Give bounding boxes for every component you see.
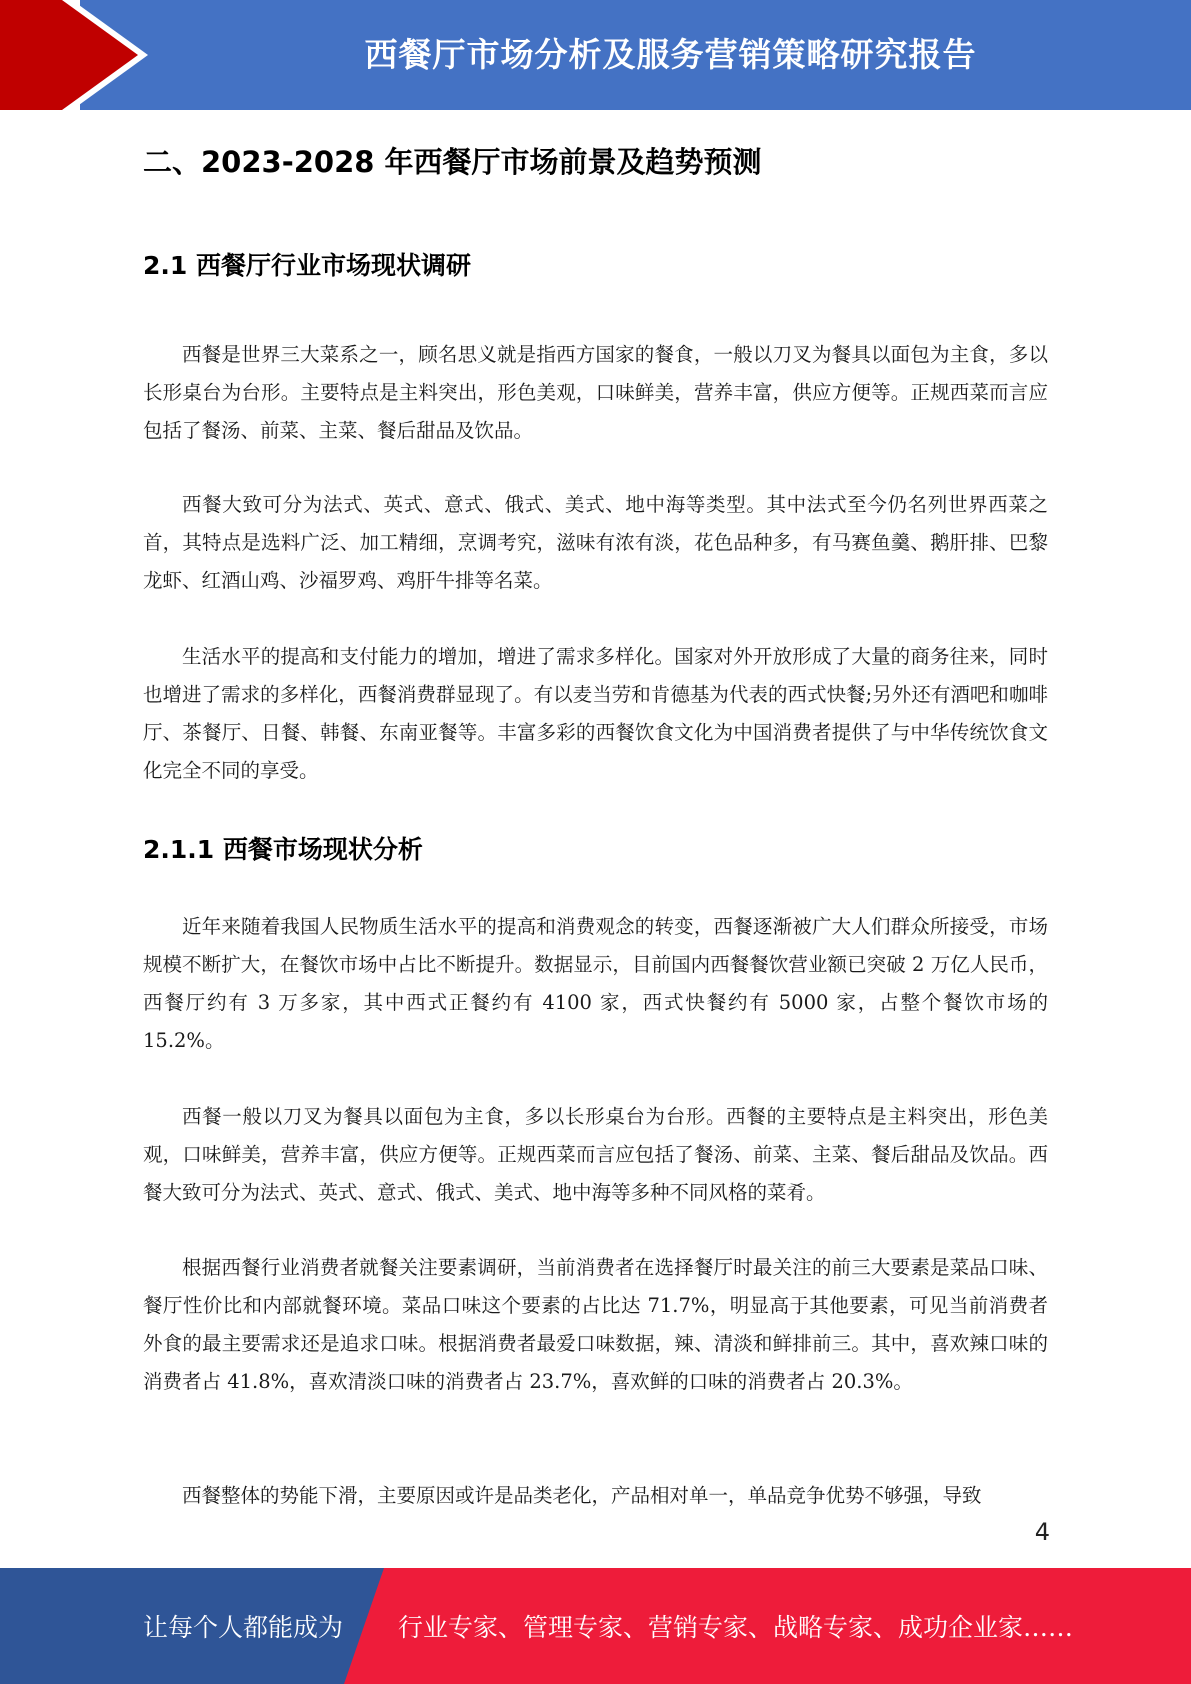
paragraph: 西餐一般以刀叉为餐具以面包为主食，多以长形桌台为台形。西餐的主要特点是主料突出，形色美观，口味鲜美，营养丰富，供应方便等。正规西菜而言应包括了餐汤、前菜、主菜、餐后甜品及饮品。西餐大致可分为法式、英式、意式、俄式、美式、地中海等多种不同风格的菜肴。 bbox=[143, 1105, 1048, 1204]
footer-banner bbox=[0, 1568, 1191, 1684]
document-title: 西餐厅市场分析及服务营销策略研究报告 bbox=[364, 34, 977, 74]
section-heading: 二、2023-2028 年西餐厅市场前景及趋势预测 bbox=[143, 145, 762, 179]
paragraph: 西餐大致可分为法式、英式、意式、俄式、美式、地中海等类型。其中法式至今仍名列世界西菜之首，其特点是选料广泛、加工精细，烹调考究，滋味有浓有淡，花色品种多，有马赛鱼羹、鹅肝排、巴黎龙虾、红酒山鸡、沙福罗鸡、鸡肝牛排等名菜。 bbox=[143, 493, 1048, 592]
subsection-heading-2-1-1: 2.1.1 西餐市场现状分析 bbox=[143, 835, 423, 864]
subsection-heading-2-1: 2.1 西餐厅行业市场现状调研 bbox=[143, 251, 471, 280]
footer-slogan-right: 行业专家、管理专家、营销专家、战略专家、成功企业家…… bbox=[398, 1613, 1074, 1642]
header-banner bbox=[0, 0, 1191, 110]
paragraph: 近年来随着我国人民物质生活水平的提高和消费观念的转变，西餐逐渐被广大人们群众所接受，市场规模不断扩大，在餐饮市场中占比不断提升。数据显示，目前国内西餐餐饮营业额已突破 2 万亿人民币，西餐厅约有 3 万多家，其中西式正餐约有 4100 家，西式快餐约有 5000 家，占整个餐饮市场的 15.2%。 bbox=[143, 915, 1048, 1052]
paragraph: 生活水平的提高和支付能力的增加，增进了需求多样化。国家对外开放形成了大量的商务往来，同时也增进了需求的多样化，西餐消费群显现了。有以麦当劳和肯德基为代表的西式快餐;另外还有酒吧和咖啡厅、茶餐厅、日餐、韩餐、东南亚餐等。丰富多彩的西餐饮食文化为中国消费者提供了与中华传统饮食文化完全不同的享受。 bbox=[143, 645, 1048, 782]
paragraph: 西餐整体的势能下滑，主要原因或许是品类老化，产品相对单一，单品竞争优势不够强，导致 bbox=[182, 1484, 982, 1507]
paragraph: 西餐是世界三大菜系之一，顾名思义就是指西方国家的餐食，一般以刀叉为餐具以面包为主食，多以长形桌台为台形。主要特点是主料突出，形色美观，口味鲜美，营养丰富，供应方便等。正规西菜而言应包括了餐汤、前菜、主菜、餐后甜品及饮品。 bbox=[143, 343, 1048, 442]
footer-slogan-left: 让每个人都能成为 bbox=[143, 1613, 344, 1642]
page-number: 4 bbox=[1034, 1518, 1050, 1546]
paragraph: 根据西餐行业消费者就餐关注要素调研，当前消费者在选择餐厅时最关注的前三大要素是菜品口味、餐厅性价比和内部就餐环境。菜品口味这个要素的占比达 71.7%，明显高于其他要素，可见当前消费者外食的最主要需求还是追求口味。根据消费者最爱口味数据，辣、清淡和鲜排前三。其中，喜欢辣口味的消费者占 41.8%，喜欢清淡口味的消费者占 23.7%，喜欢鲜的口味的消费者占 20.3%。 bbox=[143, 1256, 1048, 1393]
